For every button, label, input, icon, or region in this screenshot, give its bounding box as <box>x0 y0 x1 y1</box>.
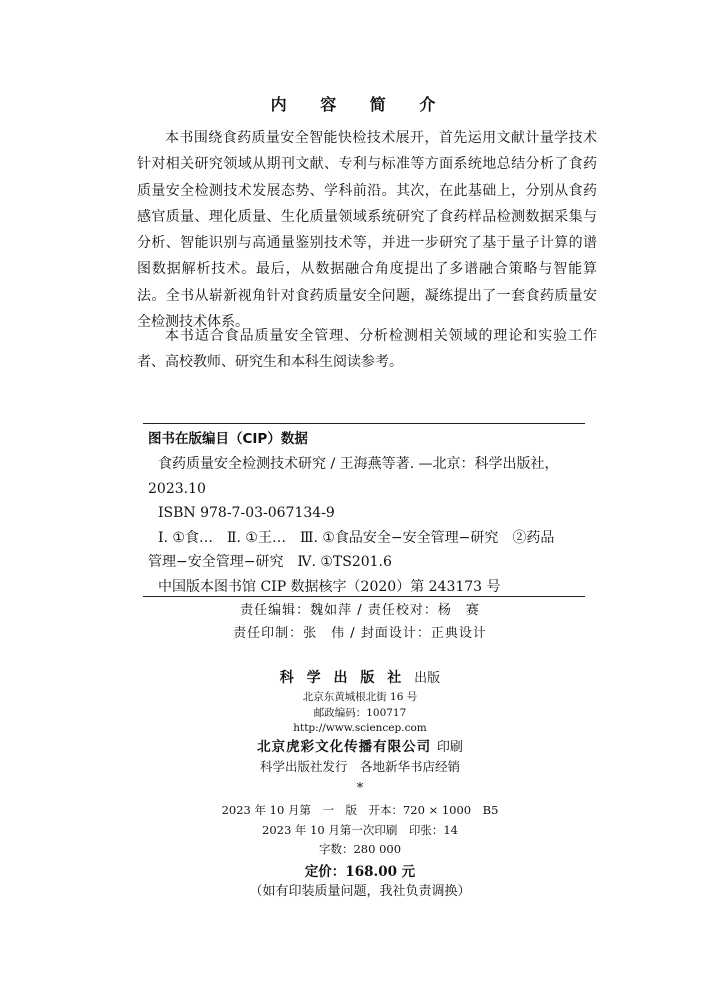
printer-suffix: 印刷 <box>436 740 463 755</box>
cip-top-rule <box>143 423 585 424</box>
cip-bottom-rule <box>143 596 585 597</box>
printer-name: 北京虎彩文化传播有限公司 <box>257 739 432 755</box>
distribution-line: 科学出版社发行 各地新华书店经销 <box>259 759 460 774</box>
production-credits: 责任印制：张 伟 / 封面设计：正典设计 <box>233 626 487 641</box>
cip-line-number: 中国版本图书馆 CIP 数据核字（2020）第 243173 号 <box>158 578 501 595</box>
publisher-line <box>0 667 720 687</box>
cip-line-classification: Ⅰ. ①食… Ⅱ. ①王… Ⅲ. ①食品安全−安全管理−研究 ②药品 <box>158 529 555 546</box>
cip-line-isbn: ISBN 978-7-03-067134-9 <box>158 505 335 521</box>
publisher-suffix: 出版 <box>414 671 441 686</box>
editor-credits: 责任编辑：魏如萍 / 责任校对：杨 赛 <box>240 603 480 618</box>
publisher-name: 科 学 出 版 社 <box>279 670 406 686</box>
cip-line-title: 食药质量安全检测技术研究 / 王海燕等著. —北京：科学出版社， <box>158 456 559 472</box>
quality-notice: （如有印装质量问题，我社负责调换） <box>249 884 471 899</box>
publisher-website: http://www.sciencep.com <box>293 722 427 734</box>
price: 定价：168.00 元 <box>304 864 416 880</box>
publisher-address: 北京东黄城根北街 16 号 <box>302 691 418 703</box>
printer-line <box>0 735 720 755</box>
intro-paragraph-1: 本书围绕食药质量安全智能快检技术展开，首先运用文献计量学技术针对相关研究领域从期刊文献、专利与标准等方面系统地总结分析了食药质量安全检测技术发展态势、学科前沿。其次，在此基础上，分别从食药感官质量、理化质量、生化质量领域系统研究了食药样品检测数据采集与分析、智能识别与高通量鉴别技术等，并进一步研究了基于量子计算的谱图数据解析技术。最后，从数据融合角度提出了多谱融合策略与智能算法。全书从崭新视角针对食药质量安全问题，凝练提出了一套食药质量安全检测技术体系。 <box>137 130 597 331</box>
separator-star: * <box>356 781 364 796</box>
cip-line-date: 2023.10 <box>148 480 206 497</box>
cip-heading: 图书在版编目（CIP）数据 <box>148 431 308 447</box>
edition-spec: 2023 年 10 月第 一 版 开本：720 × 1000 B5 <box>221 803 499 817</box>
page-title: 内 容 简 介 <box>270 95 450 114</box>
cip-record <box>148 452 588 599</box>
printing-spec: 2023 年 10 月第一次印刷 印张：14 <box>262 823 458 837</box>
word-count: 字数：280 000 <box>318 842 402 856</box>
publisher-postcode: 邮政编码：100717 <box>313 707 407 719</box>
intro-paragraph-2: 本书适合食品质量安全管理、分析检测相关领域的理论和实验工作者、高校教师、研究生和本科生阅读参考。 <box>137 328 597 371</box>
cip-line-classification-cont: 管理−安全管理−研究 Ⅳ. ①TS201.6 <box>148 554 392 570</box>
